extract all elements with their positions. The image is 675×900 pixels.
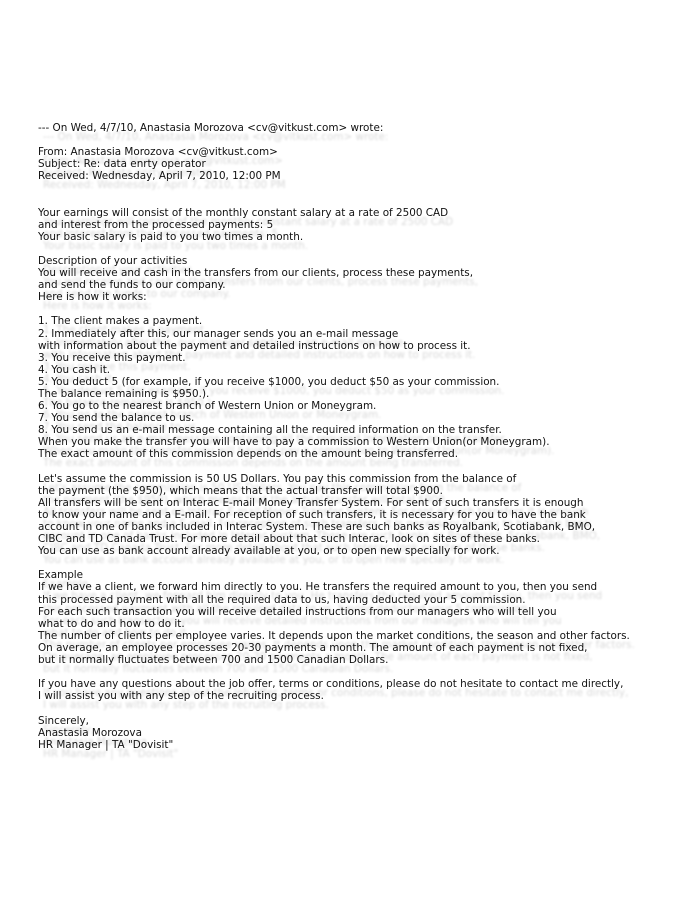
text-line: this processed payment with all the required data to us, having deducted your 5 commission. xyxy=(38,593,526,606)
list-item: with information about the payment and detailed instructions on how to process it. xyxy=(38,339,471,352)
text-line: but it normally fluctuates between 700 and 1500 Canadian Dollars. xyxy=(38,654,389,667)
list-item: 8. You send us an e-mail message containing all the required information on the transfer. xyxy=(38,424,502,437)
text-line: If you have any questions about the job offer, terms or conditions, please do not hesitate to contact me directly, xyxy=(38,678,624,691)
signature-title: HR Manager | TA "Dovisit" xyxy=(38,738,174,751)
from-header: From: Anastasia Morozova <cv@vitkust.com> xyxy=(38,146,278,159)
text-line: and interest from the processed payments: 5 xyxy=(38,218,274,231)
list-item: 5. You deduct 5 (for example, if you receive $1000, you deduct $50 as your commission. xyxy=(38,375,500,388)
list-item: The balance remaining is $950.). xyxy=(38,387,210,400)
list-item: 7. You send the balance to us. xyxy=(38,412,195,425)
text-line: Here is how it works: xyxy=(38,291,147,304)
list-item: 1. The client makes a payment. xyxy=(38,315,203,328)
list-item: 6. You go to the nearest branch of Western Union or Moneygram. xyxy=(38,400,377,413)
text-line: I will assist you with any step of the recruiting process. xyxy=(38,690,324,703)
text-line: CIBC and TD Canada Trust. For more detail about that such Interac, look on sites of these banks. xyxy=(38,533,540,546)
list-item: When you make the transfer you will have to pay a commission to Western Union(or Moneygram). xyxy=(38,436,550,449)
email-headers xyxy=(38,146,668,182)
email-body xyxy=(38,122,668,751)
earnings-paragraph xyxy=(38,207,668,243)
list-item: 3. You receive this payment. xyxy=(38,351,186,364)
description-paragraph xyxy=(38,255,668,303)
text-line: and send the funds to our company. xyxy=(38,279,226,292)
text-line: If we have a client, we forward him directly to you. He transfers the required amount to you, then you send xyxy=(38,581,598,594)
text-line: what to do and how to do it. xyxy=(38,617,185,630)
signature-block xyxy=(38,715,668,751)
signature-salutation: Sincerely, xyxy=(38,714,89,727)
quote-header: --- On Wed, 4/7/10, Anastasia Morozova <cv@vitkust.com> wrote: xyxy=(38,122,384,134)
text-line: Let's assume the commission is 50 US Dollars. You pay this commission from the balance of xyxy=(38,472,517,485)
text-line: You can use as bank account already available at you, or to open new specially for work. xyxy=(38,545,500,558)
section-heading: Description of your activities xyxy=(38,254,188,267)
text-line: For each such transaction you will receive detailed instructions from our managers who will tell you xyxy=(38,605,557,618)
text-line: to know your name and a E-mail. For reception of such transfers, it is necessary for you to have the bank xyxy=(38,508,586,521)
text-line: You will receive and cash in the transfers from our clients, process these payments, xyxy=(38,267,474,280)
subject-header: Subject: Re: data enrty operator xyxy=(38,158,206,171)
text-line: Your basic salary is paid to you two times a month. xyxy=(38,230,304,243)
list-item: 4. You cash it. xyxy=(38,363,111,376)
text-line: Your earnings will consist of the monthly constant salary at a rate of 2500 CAD xyxy=(38,206,449,219)
list-item: 2. Immediately after this, our manager sends you an e-mail message xyxy=(38,327,399,340)
signature-name: Anastasia Morozova xyxy=(38,726,142,739)
steps-list xyxy=(38,315,668,460)
text-line: the payment (the $950), which means that the actual transfer will total $900. xyxy=(38,484,443,497)
received-header: Received: Wednesday, April 7, 2010, 12:00 PM xyxy=(38,170,281,183)
text-line: account in one of banks included in Interac System. These are such banks as Royalbank, Scotiabank, BMO, xyxy=(38,521,596,533)
example-paragraph xyxy=(38,569,668,666)
text-line: All transfers will be sent on Interac E-mail Money Transfer System. For sent of such transfers it is enough xyxy=(38,496,584,509)
text-line: On average, an employee processes 20-30 payments a month. The amount of each payment is not fixed, xyxy=(38,641,588,654)
list-item: The exact amount of this commission depends on the amount being transferred. xyxy=(38,448,458,461)
commission-paragraph xyxy=(38,473,668,558)
closing-paragraph xyxy=(38,678,668,702)
text-line: The number of clients per employee varies. It depends upon the market conditions, the season and other factors. xyxy=(38,629,630,642)
section-heading: Example xyxy=(38,569,84,582)
